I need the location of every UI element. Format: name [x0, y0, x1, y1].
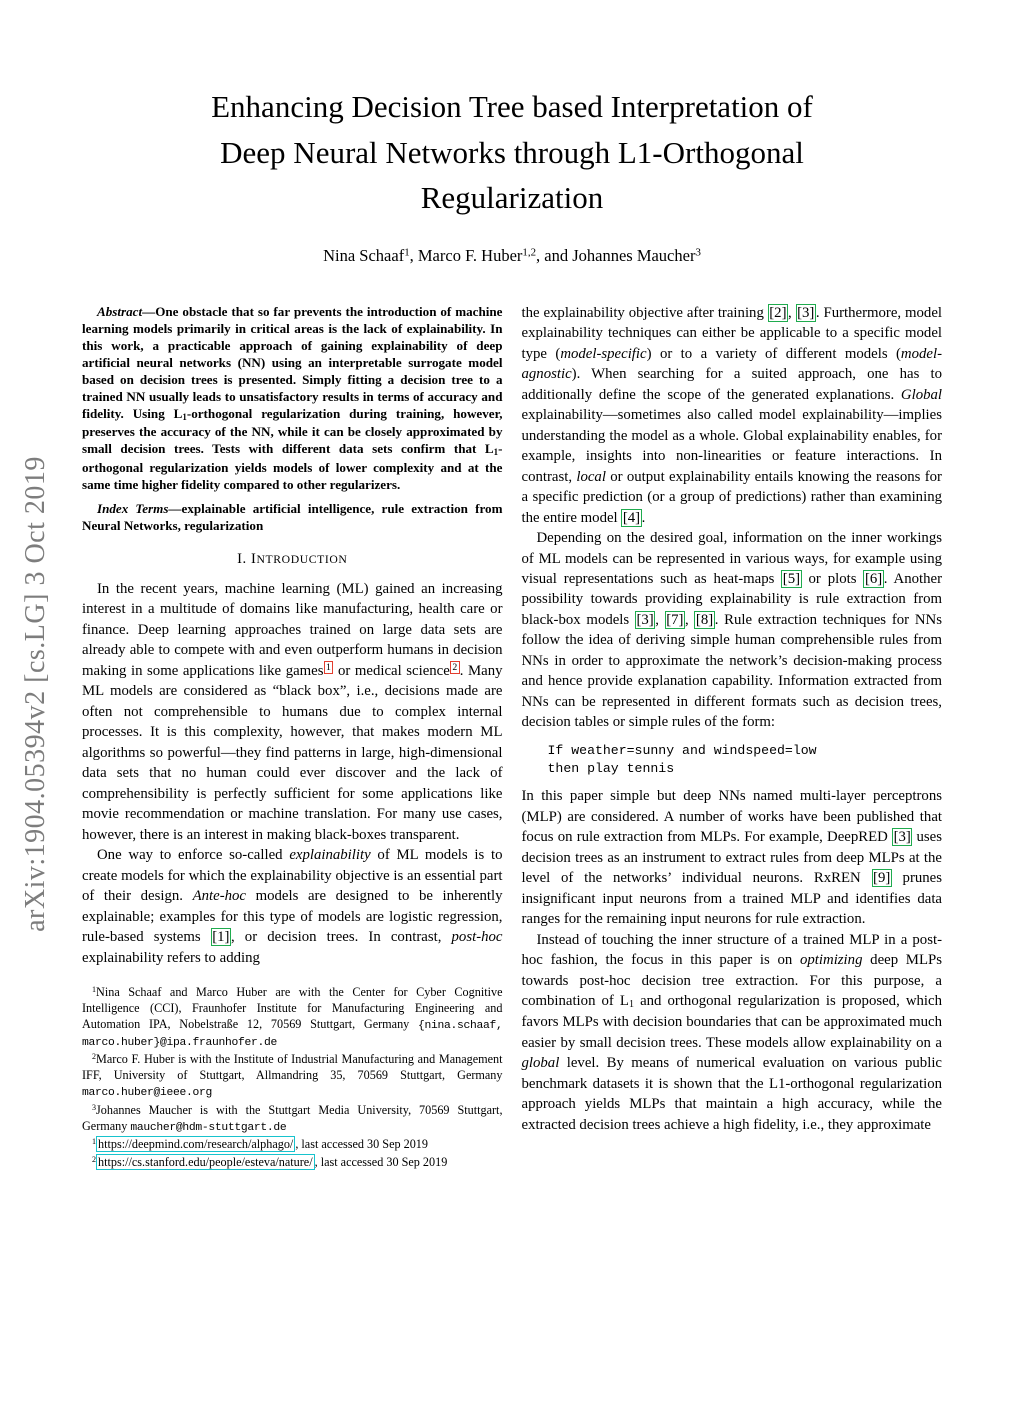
- text-span: uses decision trees as an instrument to extract rules from deep MLPs at the level of the networks’ individual neurons. RxREN: [521, 829, 943, 887]
- text-span: the explainability objective after training: [521, 304, 768, 321]
- text-span: 1: [628, 999, 634, 1011]
- text-span: . Another possibility towards providing explainability is rule extraction from black-box models: [521, 570, 942, 628]
- two-column-body: [82, 303, 942, 1171]
- text-span: ) or to a variety of different models (: [646, 345, 901, 362]
- text-span: 2: [92, 1052, 97, 1062]
- arxiv-watermark-text: arXiv:1904.05394v2 [cs.LG] 3 Oct 2019: [20, 456, 52, 932]
- paragraph: [522, 786, 943, 929]
- text-span: , and Johannes Maucher: [536, 245, 696, 265]
- citation-link[interactable]: [4]: [622, 509, 641, 526]
- text-span: ,: [788, 304, 796, 321]
- text-span: 1: [92, 985, 97, 995]
- text-span: I. I: [237, 550, 257, 567]
- text-span: ,: [655, 611, 665, 628]
- footnote: [82, 1137, 503, 1153]
- text-span: global: [521, 1055, 560, 1072]
- text-span: -orthogonal regularization during training, however, preserves the accuracy of the NN, while it can be closely approximated by small decision trees. Tests with different data sets confirm that L: [82, 405, 503, 457]
- authors-line: [0, 246, 1024, 266]
- citation-link[interactable]: [9]: [873, 870, 891, 887]
- text-span: Global: [900, 386, 942, 403]
- text-span: Johannes Maucher is with the Stuttgart Media University, 70569 Stuttgart, Germany: [82, 1102, 503, 1133]
- text-span: optimizing: [799, 952, 863, 969]
- citation-link[interactable]: [8]: [695, 611, 714, 628]
- text-span: , or decision trees. In contrast,: [230, 929, 452, 946]
- url-link[interactable]: https://deepmind.com/research/alphago/: [98, 1137, 294, 1152]
- text-span: explainability: [289, 847, 371, 864]
- text-span: . Many ML models are considered as “black box”, i.e., decisions made are often not comprehensible to humans due to complex internal processes. It is this complexity, however, that makes modern ML algorithms so powerful—they find patterns in large, high-dimensional data sets that no human could ever discover and the lack of comprehensibility is perfectly sufficient for some applications like movie recommendation or machine translation. For many use cases, however, there is an interest in making black-boxes transparent.: [82, 662, 503, 843]
- citation-link[interactable]: [3]: [797, 304, 815, 321]
- text-span: Index Terms: [97, 500, 169, 516]
- citation-link[interactable]: [2]: [769, 304, 787, 321]
- text-span: Nina Schaaf and Marco Huber are with the Center for Cyber Cognitive Intelligence (CCI), Fraunhofer Institute for Manufacturing Engineering and Automation IPA, Nobelstraße 12, 70569 Stuttgart, Germany: [82, 985, 503, 1031]
- citation-link[interactable]: [7]: [666, 611, 684, 628]
- text-span: . Furthermore, model explainability techniques can either be applicable to a specific model type (: [521, 304, 942, 362]
- text-span: or plots: [801, 570, 864, 587]
- text-span: of ML models is to create models for which the explainability objective is an essential part of their design.: [82, 847, 503, 905]
- text-span: Ante-hoc: [192, 888, 247, 905]
- text-span: , last accessed 30 Sep 2019: [295, 1137, 428, 1152]
- text-span: —explainable artificial intelligence, rule extraction from Neural Networks, regularization: [82, 500, 503, 533]
- footnote: [82, 1052, 503, 1100]
- section-heading: [82, 551, 503, 568]
- abstract-paragraph: [82, 303, 503, 493]
- text-span: Nina Schaaf: [323, 245, 405, 265]
- footnote: [82, 1155, 503, 1171]
- text-span: deep MLPs towards post-hoc decision tree extraction. For this purpose, a combination of L: [521, 952, 942, 1010]
- text-span: ). When searching for a suited approach, one has to additionally define the scope of the generated explanations.: [521, 366, 942, 403]
- paper-title: Enhancing Decision Tree based Interpretation of Deep Neural Networks through L1-Orthogonal Regularization: [211, 89, 813, 216]
- text-span: explainability refers to adding: [82, 949, 260, 966]
- text-span: . Rule extraction techniques for NNs follow the idea of deriving simple human comprehensible rules from NNs in order to approximate the network’s decision-making process and hence provide explanation capability. Information extracted from NNs can be represented in different formats such as decision trees, decision tables or simple rules of the form:: [521, 611, 942, 731]
- text-span: In this paper simple but deep NNs named multi-layer perceptrons (MLP) are considered. A number of works have been published that focus on rule extraction from MLPs. For example, DeepRED: [521, 788, 942, 846]
- text-span: One way to enforce so-called: [97, 847, 290, 864]
- text-span: Marco F. Huber is with the Institute of Industrial Manufacturing and Management IFF, University of Stuttgart, Allmandring 35, 70569 Stuttgart, Germany: [82, 1052, 503, 1083]
- footnote: [82, 985, 503, 1050]
- code-line: If weather=sunny and windspeed=low: [547, 742, 817, 758]
- citation-link[interactable]: [6]: [864, 570, 883, 587]
- paragraph: [82, 845, 503, 968]
- right-column: [522, 303, 943, 1136]
- text-span: model-agnostic: [521, 345, 942, 383]
- arxiv-watermark: [6, 402, 66, 986]
- text-span: In the recent years, machine learning (ML) gained an increasing interest in a multitude of domains like manufacturing, health care or finance. Deep learning approaches trained on large data sets are already able to compete with and even outperform humans in decision making in some applications like games: [82, 580, 503, 679]
- text-span: Abstract: [97, 303, 143, 319]
- text-span: marco.huber@ieee.org: [82, 1087, 212, 1100]
- left-column: [82, 303, 503, 1171]
- text-span: models are designed to be inherently explainable; examples for this type of models are logistic regression, rule-based systems: [82, 888, 503, 946]
- text-span: 1: [182, 411, 187, 422]
- text-span: level. By means of numerical evaluation on various public benchmark datasets it is shown that the L1-orthogonal regularization approach yields MLPs that maintain a high accuracy, while the extracted decision trees achieve a high fidelity, i.e., they approximate: [521, 1055, 942, 1133]
- text-span: -orthogonal regularization yields models of lower complexity and at the same time higher fidelity compared to other regularizers.: [82, 441, 503, 492]
- text-span: or medical science: [333, 662, 450, 679]
- footnote-ref-link[interactable]: 1: [324, 661, 334, 674]
- url-link[interactable]: https://cs.stanford.edu/people/esteva/nature/: [98, 1155, 313, 1170]
- text-span: 3: [695, 246, 701, 259]
- text-span: 1: [404, 246, 410, 259]
- abstract-paragraph: [82, 500, 503, 534]
- citation-link[interactable]: [1]: [212, 929, 230, 946]
- paragraph: [522, 303, 943, 528]
- paper-page: [0, 84, 1024, 1409]
- text-span: {nina.schaaf, marco.huber}@ipa.fraunhofer.de: [82, 1019, 503, 1049]
- text-span: NTRODUCTION: [256, 552, 348, 566]
- text-span: —One obstacle that so far prevents the introduction of machine learning models primarily in critical areas is the lack of explainability. In this work, a practicable approach of gaining explainability of deep artificial neural networks (NN) using an interpretable surrogate model based on decision trees is presented. Simply fitting a decision tree to a trained NN usually leads to unsatisfactory results in terms of accuracy and fidelity. Using L: [82, 303, 503, 421]
- text-span: 1: [92, 1137, 97, 1147]
- text-span: Depending on the desired goal, information on the inner workings of ML models can be represented in various ways, for example using visual representations such as heat-maps: [521, 530, 942, 587]
- text-span: 2: [92, 1155, 97, 1165]
- text-span: maucher@hdm-stuttgart.de: [130, 1121, 287, 1134]
- paragraph: [522, 930, 943, 1135]
- code-line: then play tennis: [547, 760, 675, 776]
- text-span: explainability—sometimes also called model explainability—implies understanding the model as a whole. Global explainability enables, for example, insights into non-linearities or feature interactions. In contrast,: [521, 407, 942, 485]
- text-span: .: [641, 509, 646, 526]
- text-span: , Marco F. Huber: [409, 245, 523, 265]
- footnote-ref-link[interactable]: 2: [450, 661, 460, 674]
- text-span: ,: [684, 611, 695, 628]
- text-span: or output explainability entails knowing the reasons for a specific prediction (or a group of predictions) rather than examining the entire model: [521, 468, 942, 526]
- code-snippet: [548, 742, 943, 778]
- text-span: prunes insignificant input neurons from a trained MLP and identifies data ranges for the remaining input neurons for rule extraction.: [521, 870, 942, 928]
- text-span: and orthogonal regularization is proposed, which favors MLPs with decision boundaries that can be approximated much easier by small decision trees. These models allow explainability on a: [521, 993, 942, 1051]
- text-span: Instead of touching the inner structure of a trained MLP in a post-hoc fashion, the focus in this paper is on: [521, 931, 942, 969]
- citation-link[interactable]: [3]: [636, 611, 654, 628]
- footnote: [82, 1103, 503, 1136]
- text-span: 1: [493, 447, 499, 458]
- text-span: model-specific: [560, 345, 647, 362]
- text-span: 3: [92, 1102, 97, 1112]
- paragraph: [82, 579, 503, 845]
- text-span: post-hoc: [451, 929, 503, 946]
- text-span: 1,2: [522, 246, 536, 259]
- text-span: , last accessed 30 Sep 2019: [314, 1155, 448, 1170]
- citation-link[interactable]: [5]: [782, 570, 801, 587]
- paragraph: [522, 528, 943, 733]
- citation-link[interactable]: [3]: [893, 829, 911, 846]
- text-span: local: [576, 468, 606, 485]
